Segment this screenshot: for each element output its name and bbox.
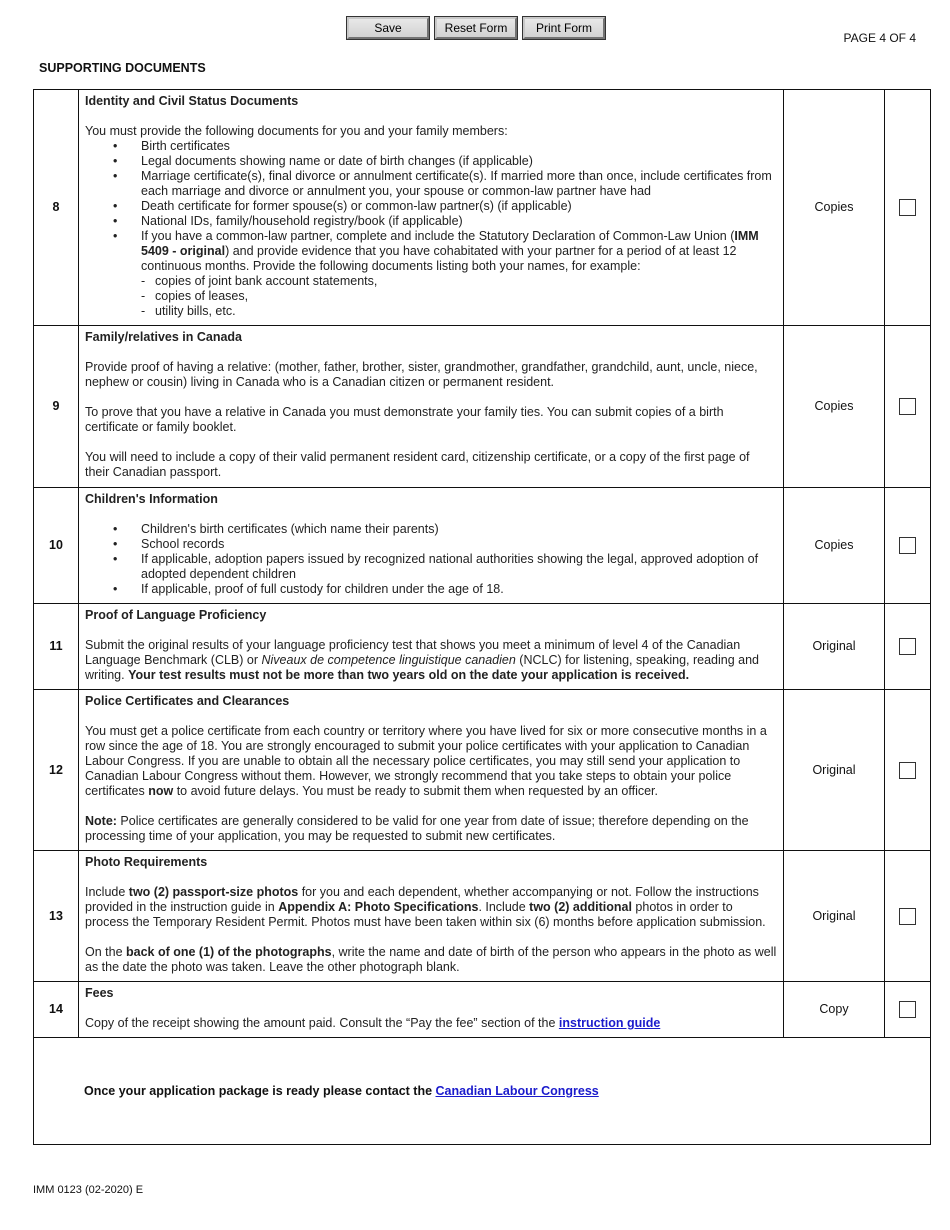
item-text: , write the name and date of birth of the person who appears in the photo as well as the date the photo was taken. Leave the other photograph blank. (85, 945, 777, 974)
item-paragraph: Provide proof of having a relative: (mother, father, brother, sister, grandmother, grandfather, grandchild, aunt, uncle, niece, nephew or cousin) living in Canada who is a Canadian citizen or permanent resident. (85, 360, 758, 389)
list-item (85, 229, 777, 274)
item-text: Submit the original results of your language proficiency test that shows you meet a minimum of level 4 of the Canadian Language Benchmark (CLB) or (85, 638, 741, 667)
checkbox-item-11[interactable] (899, 638, 916, 655)
checkbox-item-13[interactable] (899, 908, 916, 925)
instruction-guide-link[interactable]: instruction guide (558, 1016, 661, 1030)
form-reference: IMM 5409 - original (141, 229, 759, 258)
reset-form-button[interactable]: Reset Form (435, 17, 517, 39)
table-row (34, 90, 931, 326)
item-number: 8 (34, 90, 79, 326)
item-text: . Include (478, 900, 530, 914)
item-text: (NCLC) for listening, speaking, reading and writing. (85, 653, 760, 682)
item-text-bold: now (148, 784, 174, 798)
item-content (79, 851, 784, 982)
checkbox-item-12[interactable] (899, 762, 916, 779)
form-identifier: IMM 0123 (02-2020) E (33, 1184, 144, 1196)
item-content (79, 90, 784, 326)
list-item: • If applicable, adoption papers issued by recognized national authorities showing the legal, approved adoption of adopted dependent children (85, 552, 777, 582)
document-list (85, 139, 777, 274)
item-content (79, 326, 784, 488)
checkbox-item-8[interactable] (899, 199, 916, 216)
item-text: You must get a police certificate from each country or territory where you have lived for six or more consecutive months in a row since the age of 18. You are strongly encouraged to submit your police certificates with your application to Canadian Labour Congress. If you are unable to obtain all the necessary police certificates, you may still send your application to Canadian Labour Congress without them. However, we strongly recommend that you take steps to obtain your police certificates (85, 724, 767, 798)
item-title: Children's Information (85, 492, 218, 506)
example-list (85, 274, 777, 319)
list-item: • Death certificate for former spouse(s) or common-law partner(s) (if applicable) (85, 199, 777, 214)
document-type: Copies (784, 90, 885, 326)
list-item: • Birth certificates (85, 139, 777, 154)
item-text-bold: Your test results must not be more than two years old on the date your application is received. (128, 668, 690, 682)
item-paragraph: You will need to include a copy of their valid permanent resident card, citizenship certificate, or a copy of the first page of their Canadian passport. (85, 450, 750, 479)
document-type: Original (784, 604, 885, 690)
item-text: Copy of the receipt showing the amount paid. Consult the “Pay the fee” section of the (85, 1016, 559, 1030)
checkbox-cell (885, 90, 931, 326)
item-text: photos in order to process the Temporary Resident Permit. Photos must have been taken within six (6) months before application submission. (85, 900, 766, 929)
list-item: - copies of joint bank account statements, (85, 274, 777, 289)
item-text: for you and each dependent, whether accompanying or not. Follow the instructions provided in the instruction guide in (85, 885, 759, 914)
save-button[interactable]: Save (347, 17, 429, 39)
item-number: 9 (34, 326, 79, 488)
item-paragraph (85, 945, 777, 975)
checkbox-item-10[interactable] (899, 537, 916, 554)
item-text: Include (85, 885, 129, 899)
checkbox-cell (885, 690, 931, 851)
item-title: Identity and Civil Status Documents (85, 94, 299, 108)
item-paragraph (85, 1016, 777, 1031)
document-type: Copies (784, 326, 885, 488)
list-item: - utility bills, etc. (85, 304, 777, 319)
item-intro: You must provide the following documents for you and your family members: (85, 124, 508, 138)
checkbox-item-14[interactable] (899, 1001, 916, 1018)
section-title: SUPPORTING DOCUMENTS (39, 61, 206, 75)
item-paragraph (85, 885, 777, 930)
list-item: • Marriage certificate(s), final divorce or annulment certificate(s). If married more than once, include certificates from each marriage and divorce or annulment you, your spouse or common-law partner have had (85, 169, 777, 199)
note-text: Police certificates are generally considered to be valid for one year from date of issue; therefore depending on the processing time of your application, you may be requested to submit new certificates. (85, 814, 749, 843)
list-item: • Legal documents showing name or date of birth changes (if applicable) (85, 154, 777, 169)
document-type: Original (784, 690, 885, 851)
table-row (34, 982, 931, 1038)
list-item: • Children's birth certificates (which name their parents) (85, 522, 777, 537)
item-content (79, 690, 784, 851)
item-paragraph: To prove that you have a relative in Canada you must demonstrate your family ties. You can submit copies of a birth certificate or family booklet. (85, 405, 724, 434)
page-number: PAGE 4 OF 4 (843, 31, 916, 45)
item-content (79, 604, 784, 690)
item-title: Fees (85, 986, 114, 1000)
item-number: 13 (34, 851, 79, 982)
closing-text: Once your application package is ready please contact the (84, 1083, 436, 1098)
checkbox-cell (885, 851, 931, 982)
canadian-labour-congress-link[interactable]: Canadian Labour Congress (435, 1083, 599, 1098)
note-paragraph (85, 814, 777, 844)
item-content (79, 982, 784, 1038)
item-title: Family/relatives in Canada (85, 330, 243, 344)
item-number: 12 (34, 690, 79, 851)
checkbox-cell (885, 982, 931, 1038)
item-text-italic: Niveaux de competence linguistique canadien (261, 653, 516, 667)
checkbox-cell (885, 604, 931, 690)
item-text-bold: two (2) passport-size photos (128, 885, 299, 899)
item-text-bold: two (2) additional (529, 900, 632, 914)
item-text: On the (85, 945, 126, 959)
table-row (34, 690, 931, 851)
item-title: Police Certificates and Clearances (85, 694, 290, 708)
table-row (34, 851, 931, 982)
note-label: Note: (85, 814, 117, 828)
document-type: Original (784, 851, 885, 982)
document-list (85, 522, 777, 597)
item-text: ) and provide evidence that you have cohabitated with your partner for a period of at least 12 continuous months. Provide the following documents listing both your names, for example: (141, 244, 737, 273)
item-title: Proof of Language Proficiency (85, 608, 267, 622)
list-item: • School records (85, 537, 777, 552)
list-item: • National IDs, family/household registry/book (if applicable) (85, 214, 777, 229)
list-item: • If applicable, proof of full custody for children under the age of 18. (85, 582, 777, 597)
item-text: If you have a common-law partner, complete and include the Statutory Declaration of Common-Law Union ( (141, 229, 735, 243)
item-text: to avoid future delays. You must be ready to submit them when requested by an officer. (173, 784, 659, 798)
supporting-documents-table (33, 89, 931, 1145)
print-form-button[interactable]: Print Form (523, 17, 605, 39)
item-paragraph (85, 638, 777, 683)
document-type: Copies (784, 488, 885, 604)
item-number: 14 (34, 982, 79, 1038)
item-text-bold: Appendix A: Photo Specifications (278, 900, 479, 914)
item-text-bold: back of one (1) of the photographs (126, 945, 332, 959)
checkbox-cell (885, 488, 931, 604)
checkbox-item-9[interactable] (899, 398, 916, 415)
closing-message (34, 1038, 931, 1145)
item-number: 11 (34, 604, 79, 690)
table-row (34, 604, 931, 690)
checkbox-cell (885, 326, 931, 488)
closing-row (34, 1038, 931, 1145)
item-paragraph (85, 724, 777, 799)
form-toolbar (347, 17, 605, 39)
table-row (34, 326, 931, 488)
document-type: Copy (784, 982, 885, 1038)
list-item: - copies of leases, (85, 289, 777, 304)
item-title: Photo Requirements (85, 855, 208, 869)
item-number: 10 (34, 488, 79, 604)
table-row (34, 488, 931, 604)
item-content (79, 488, 784, 604)
